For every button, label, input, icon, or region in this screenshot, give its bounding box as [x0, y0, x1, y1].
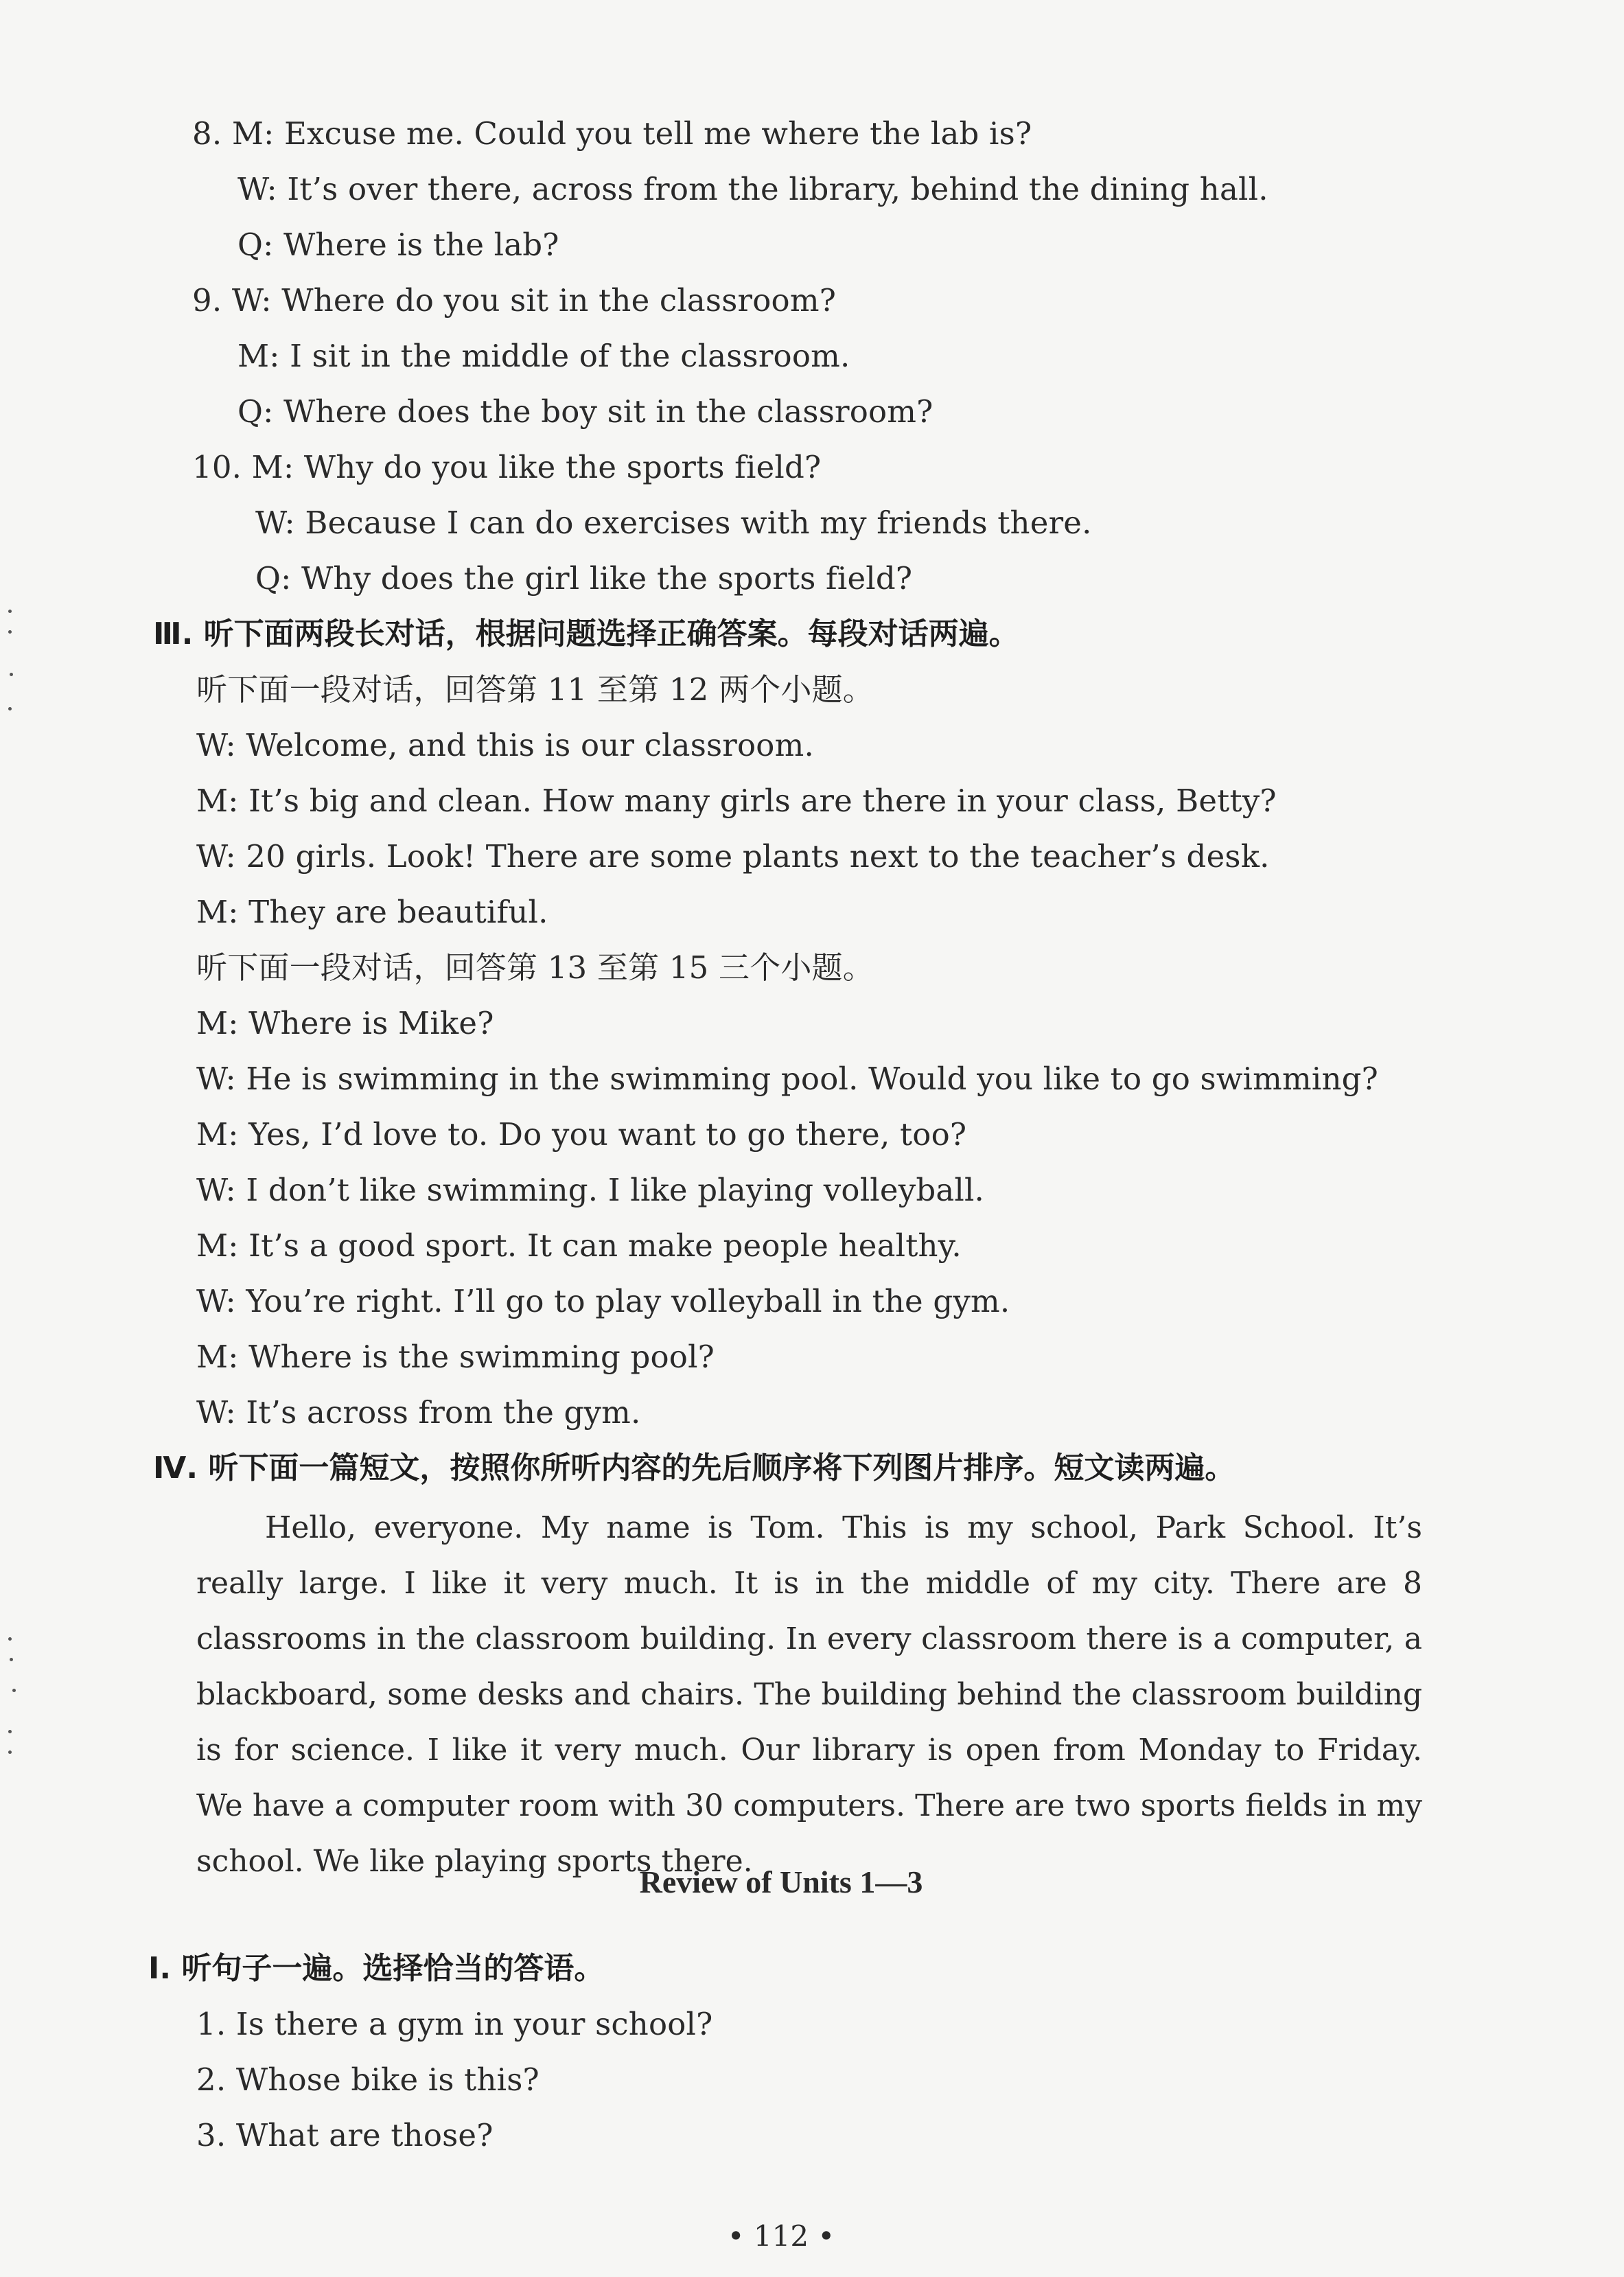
dialogue1-line: M: It’s big and clean. How many girls are there in your class, Betty? [196, 783, 1277, 819]
q8-question-line: Q: Where is the lab? [237, 227, 559, 263]
review-section1-heading: Ⅰ. 听句子一遍。选择恰当的答语。 [148, 1951, 605, 1986]
margin-mark [8, 1637, 12, 1641]
review-title: Review of Units 1—3 [639, 1864, 923, 1899]
margin-mark [8, 630, 12, 634]
dialogue1-line: W: 20 girls. Look! There are some plants next to the teacher’s desk. [196, 838, 1270, 875]
review-item: 2. Whose bike is this? [196, 2061, 540, 2098]
q8-man-line: 8. M: Excuse me. Could you tell me where the lab is? [192, 115, 1032, 152]
dialogue1-line: M: They are beautiful. [196, 894, 548, 930]
section4-heading: Ⅳ. 听下面一篇短文，按照你所听内容的先后顺序将下列图片排序。短文读两遍。 [153, 1450, 1236, 1486]
q8-woman-line: W: It’s over there, across from the library, behind the dining hall. [237, 171, 1268, 207]
margin-mark [10, 673, 13, 676]
margin-mark [12, 1689, 16, 1692]
dialogue1-line: W: Welcome, and this is our classroom. [196, 727, 814, 763]
section4-passage: Hello, everyone. My name is Tom. This is my school, Park School. It’s really large. I like it very much. It is in the middle of my city. There are 8 classrooms in the classroom building. In every classroom there is a computer, a blackboard, some desks and chairs. The building behind the classroom building is for science. I like it very much. Our library is open from Monday to Friday. We have a computer room with 30 computers. There are two sports fields in my school. We like playing sports there. [196, 1510, 1422, 1879]
section3-heading: Ⅲ. 听下面两段长对话，根据问题选择正确答案。每段对话两遍。 [153, 616, 1019, 651]
dialogue2-line: W: It’s across from the gym. [196, 1394, 641, 1431]
dialogue2-line: W: I don’t like swimming. I like playing volleyball. [196, 1172, 985, 1208]
section3-intro-1: 听下面一段对话，回答第 11 至第 12 两个小题。 [196, 671, 874, 708]
section3-intro-2: 听下面一段对话，回答第 13 至第 15 三个小题。 [196, 949, 874, 986]
review-item: 3. What are those? [196, 2117, 494, 2153]
q10-man-line: 10. M: Why do you like the sports field? [192, 449, 822, 485]
dialogue2-line: M: Yes, I’d love to. Do you want to go there, too? [196, 1116, 967, 1153]
margin-mark [8, 610, 12, 613]
dialogue2-line: M: It’s a good sport. It can make people healthy. [196, 1227, 962, 1264]
dialogue2-line: M: Where is Mike? [196, 1005, 494, 1041]
page-number: • 112 • [727, 2219, 835, 2253]
margin-mark [8, 707, 12, 710]
margin-mark [10, 1658, 13, 1661]
q9-question-line: Q: Where does the boy sit in the classroom? [237, 393, 933, 430]
margin-mark [8, 1750, 12, 1754]
q9-man-line: M: I sit in the middle of the classroom. [237, 338, 850, 374]
margin-mark [8, 1730, 12, 1733]
dialogue2-line: M: Where is the swimming pool? [196, 1339, 715, 1375]
dialogue2-line: W: You’re right. I’ll go to play volleyball in the gym. [196, 1283, 1010, 1319]
q10-woman-line: W: Because I can do exercises with my friends there. [255, 505, 1092, 541]
review-item: 1. Is there a gym in your school? [196, 2006, 713, 2042]
dialogue2-line: W: He is swimming in the swimming pool. Would you like to go swimming? [196, 1061, 1379, 1097]
q9-woman-line: 9. W: Where do you sit in the classroom? [192, 282, 837, 319]
q10-question-line: Q: Why does the girl like the sports field? [255, 560, 913, 597]
